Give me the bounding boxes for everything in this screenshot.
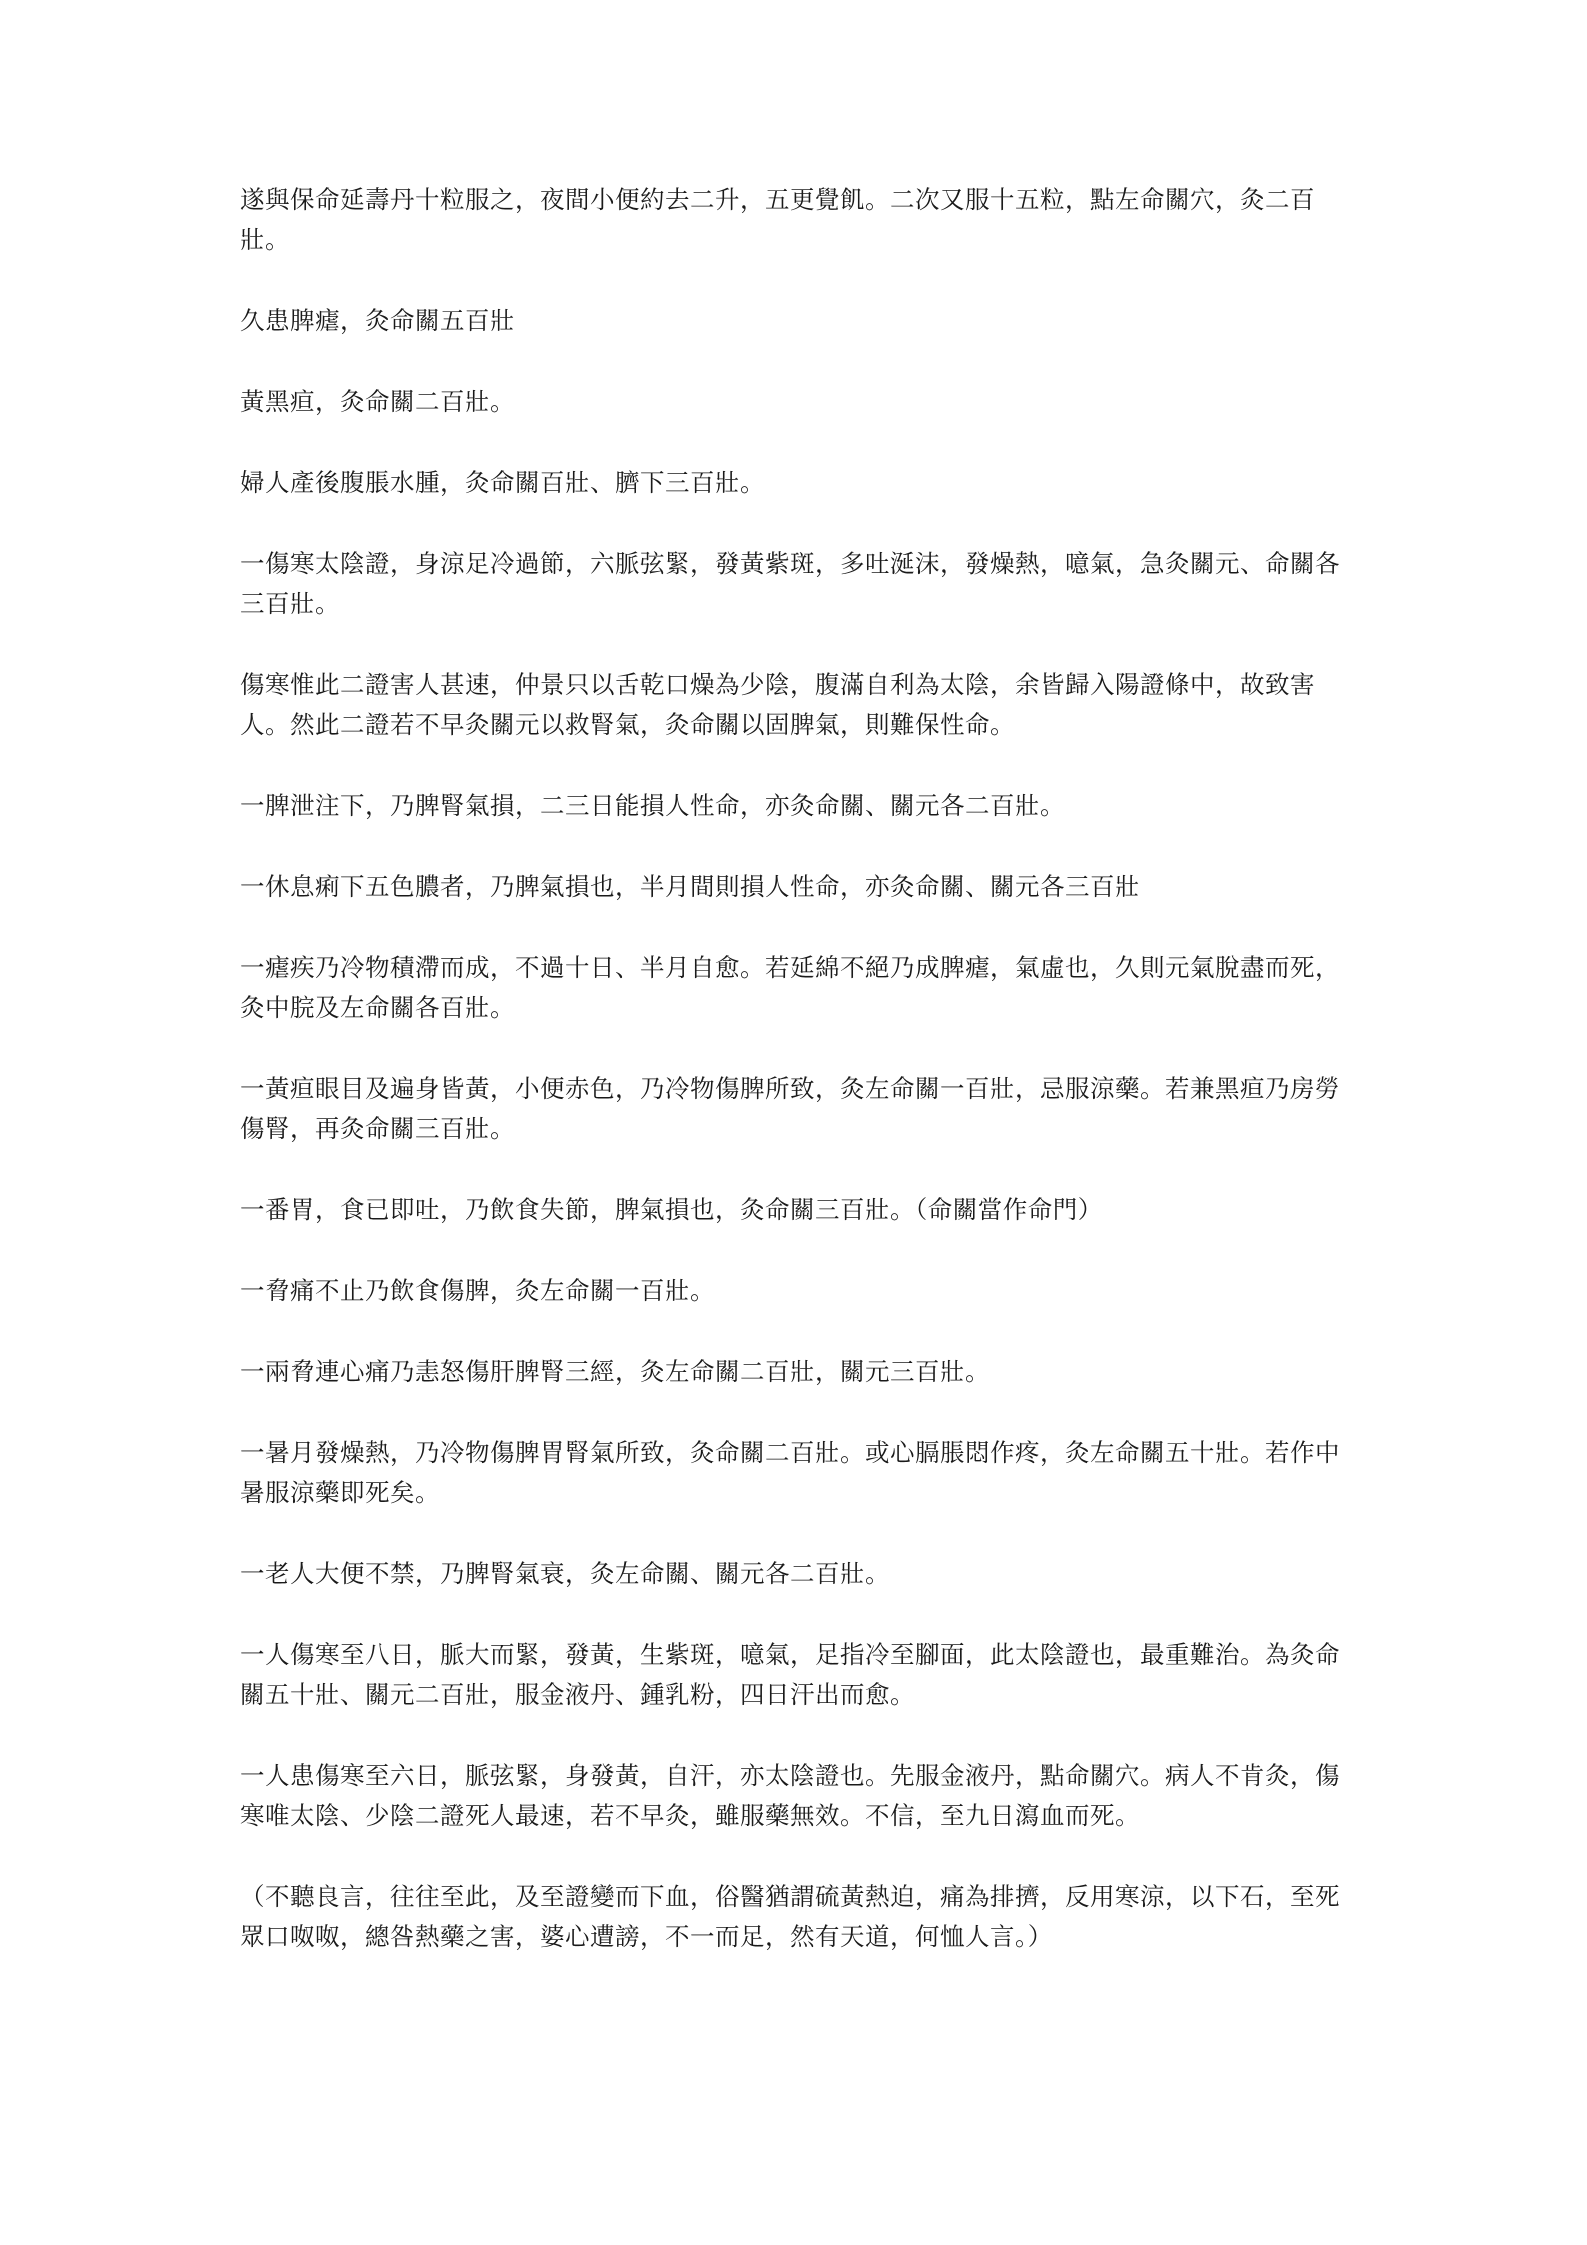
paragraph: 一暑月發燥熱，乃冷物傷脾胃腎氣所致，灸命關二百壯。或心膈脹悶作疼，灸左命關五十壯。若作中暑服涼藥即死矣。: [240, 1438, 1340, 1507]
paragraph: 一兩脅連心痛乃恚怒傷肝脾腎三經，灸左命關二百壯，關元三百壯。: [240, 1357, 990, 1386]
paragraph: （不聽良言，往往至此，及至證變而下血，俗醫猶謂硫黃熱迫，痛為排擠，反用寒涼，以下石，至死眾口呶呶，總咎熱藥之害，婆心遭謗，不一而足，然有天道，何恤人言。）: [240, 1882, 1340, 1951]
paragraph: 一人傷寒至八日，脈大而緊，發黃，生紫斑，噫氣，足指冷至腳面，此太陰證也，最重難治。為灸命關五十壯、關元二百壯，服金液丹、鍾乳粉，四日汗出而愈。: [240, 1640, 1340, 1709]
text-column: [240, 180, 1350, 1998]
paragraph: 遂與保命延壽丹十粒服之，夜間小便約去二升，五更覺飢。二次又服十五粒，點左命關穴，灸二百壯。: [240, 185, 1315, 254]
paragraph: 一休息痢下五色膿者，乃脾氣損也，半月間則損人性命，亦灸命關、關元各三百壯: [240, 872, 1140, 901]
paragraph: 婦人產後腹脹水腫，灸命關百壯、臍下三百壯。: [240, 468, 765, 497]
paragraph: 黃黑疸，灸命關二百壯。: [240, 387, 515, 416]
paragraph: 一脾泄注下，乃脾腎氣損，二三日能損人性命，亦灸命關、關元各二百壯。: [240, 791, 1065, 820]
paragraph: 傷寒惟此二證害人甚速，仲景只以舌乾口燥為少陰，腹滿自利為太陰，余皆歸入陽證條中，故致害人。然此二證若不早灸關元以救腎氣，灸命關以固脾氣，則難保性命。: [240, 670, 1315, 739]
paragraph: 一番胃，食已即吐，乃飲食失節，脾氣損也，灸命關三百壯。（命關當作命門）: [240, 1195, 1103, 1224]
paragraph: 一黃疸眼目及遍身皆黃，小便赤色，乃冷物傷脾所致，灸左命關一百壯，忌服涼藥。若兼黑疸乃房勞傷腎，再灸命關三百壯。: [240, 1074, 1340, 1143]
paragraph: 一老人大便不禁，乃脾腎氣衰，灸左命關、關元各二百壯。: [240, 1559, 890, 1588]
paragraph: 久患脾瘧，灸命關五百壯: [240, 306, 515, 335]
paragraph: 一傷寒太陰證，身涼足冷過節，六脈弦緊，發黃紫斑，多吐涎沫，發燥熱，噫氣，急灸關元、命關各三百壯。: [240, 549, 1340, 618]
paragraph: 一脅痛不止乃飲食傷脾，灸左命關一百壯。: [240, 1276, 715, 1305]
paragraph: 一人患傷寒至六日，脈弦緊，身發黃，自汗，亦太陰證也。先服金液丹，點命關穴。病人不肯灸，傷寒唯太陰、少陰二證死人最速，若不早灸，雖服藥無效。不信，至九日瀉血而死。: [240, 1761, 1340, 1830]
paragraph: 一瘧疾乃冷物積滯而成，不過十日、半月自愈。若延綿不絕乃成脾瘧，氣虛也，久則元氣脫盡而死，灸中脘及左命關各百壯。: [240, 953, 1340, 1022]
